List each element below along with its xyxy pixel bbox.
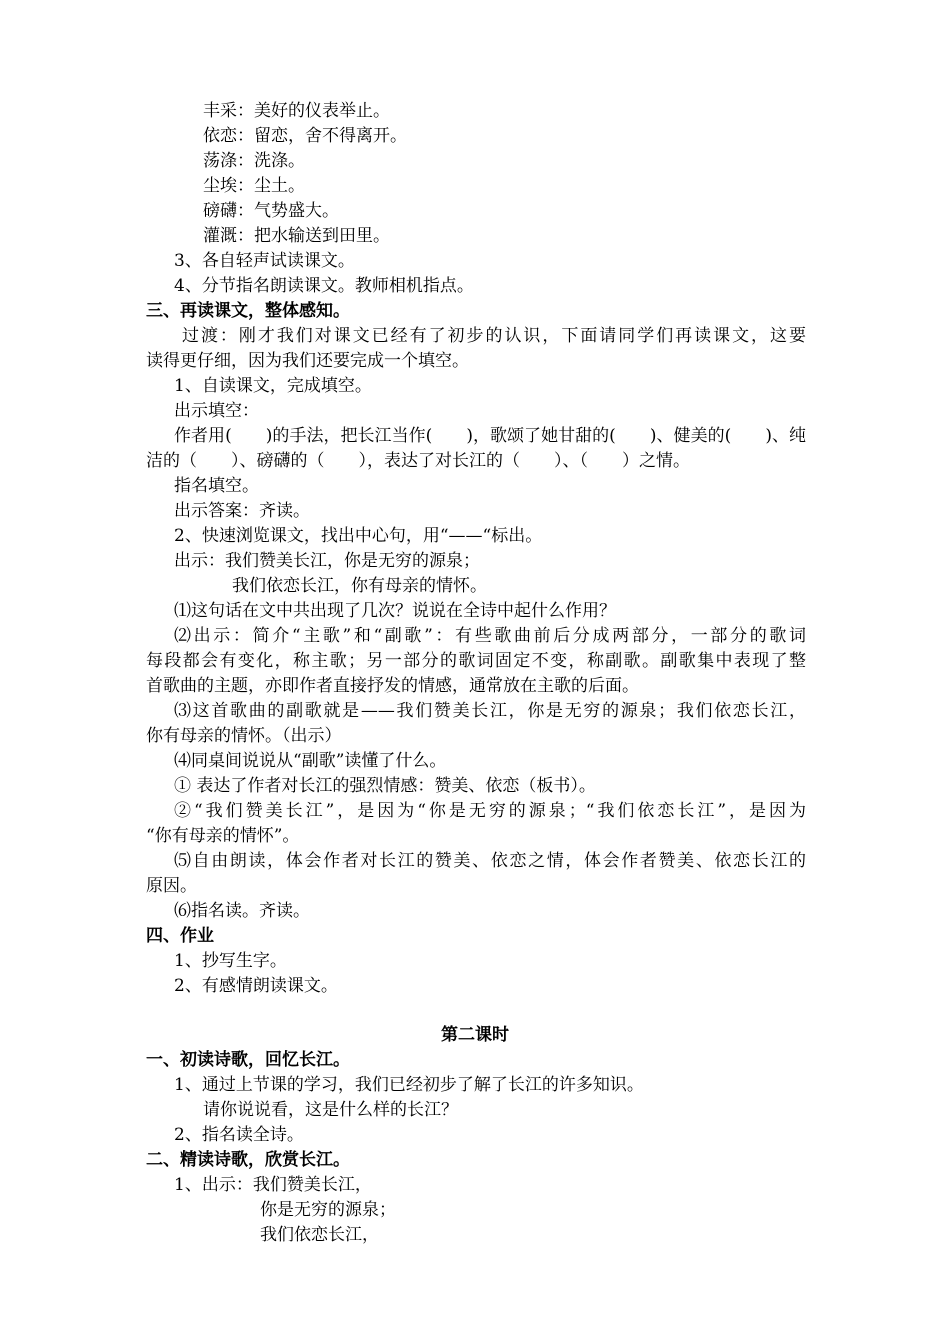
step-1: 1、自读课文，完成填空。 (174, 376, 372, 396)
vocab-fengcai: 丰采：美好的仪表举止。 (203, 101, 390, 121)
question-6: ⑹指名读。齐读。 (174, 901, 310, 921)
point-2: ②“我们赞美长江”，是因为“你是无穷的源泉；“我们依恋长江”，是因为 (174, 801, 806, 821)
step-4: 4、分节指名朗读课文。教师相机指点。 (174, 276, 474, 296)
question-2: ⑵出示：简介“主歌”和“副歌”：有些歌曲前后分成两部分，一部分的歌词 (174, 626, 806, 646)
step-1: 1、通过上节课的学习，我们已经初步了解了长江的许多知识。 (174, 1075, 644, 1095)
paragraph-line: 过渡：刚才我们对课文已经有了初步的认识，下面请同学们再读课文，这要 (182, 326, 806, 346)
vocab-guangai: 灌溉：把水输送到田里。 (203, 226, 390, 246)
quote-line: 出示：我们赞美长江，你是无穷的源泉； (174, 551, 480, 571)
step-1: 1、出示：我们赞美长江， (174, 1175, 372, 1195)
step-3: 3、各自轻声试读课文。 (174, 251, 355, 271)
homework-2: 2、有感情朗读课文。 (174, 976, 338, 996)
paragraph-line: 出示答案：齐读。 (174, 501, 310, 521)
section-heading-3: 三、再读课文，整体感知。 (146, 301, 350, 321)
paragraph-line: 原因。 (146, 876, 197, 896)
step-2: 2、快速浏览课文，找出中心句，用“——“标出。 (174, 526, 543, 546)
paragraph-line: 出示填空： (174, 401, 259, 421)
paragraph-line: 读得更仔细，因为我们还要完成一个填空。 (146, 351, 469, 371)
paragraph-line: 指名填空。 (174, 476, 259, 496)
quote-line: 你是无穷的源泉； (260, 1200, 396, 1220)
point-1: ① 表达了作者对长江的强烈情感：赞美、依恋（板书）。 (174, 776, 596, 796)
paragraph-line: 首歌曲的主题，亦即作者直接抒发的情感，通常放在主歌的后面。 (146, 676, 639, 696)
homework-1: 1、抄写生字。 (174, 951, 287, 971)
vocab-dangdi: 荡涤：洗涤。 (203, 151, 305, 171)
paragraph-line: 请你说说看，这是什么样的长江？ (203, 1100, 458, 1120)
quote-line: 我们依恋长江，你有母亲的情怀。 (232, 576, 487, 596)
vocab-yilian: 依恋：留恋，舍不得离开。 (203, 126, 407, 146)
fill-blank-line: 洁的（ ）、磅礴的（ ），表达了对长江的（ ）、（ ）之情。 (146, 451, 690, 471)
question-4: ⑷同桌间说说从“副歌”读懂了什么。 (174, 751, 447, 771)
fill-blank-line: 作者用( )的手法，把长江当作( )，歌颂了她甘甜的( )、健美的( )、纯 (174, 426, 806, 446)
question-3: ⑶这首歌曲的副歌就是——我们赞美长江，你是无穷的源泉；我们依恋长江， (174, 701, 806, 721)
paragraph-line: 你有母亲的情怀。（出示） (146, 726, 342, 746)
vocab-pangbo: 磅礴：气势盛大。 (203, 201, 339, 221)
question-5: ⑸自由朗读，体会作者对长江的赞美、依恋之情，体会作者赞美、依恋长江的 (174, 851, 806, 871)
section-heading-2: 二、精读诗歌，欣赏长江。 (146, 1150, 350, 1170)
section-heading-4: 四、作业 (146, 926, 214, 946)
section-heading-1: 一、初读诗歌，回忆长江。 (146, 1050, 350, 1070)
quote-line: 我们依恋长江， (260, 1225, 379, 1245)
vocab-chenai: 尘埃：尘土。 (203, 176, 305, 196)
paragraph-line: 每段都会有变化，称主歌；另一部分的歌词固定不变，称副歌。副歌集中表现了整 (146, 651, 806, 671)
step-2: 2、指名读全诗。 (174, 1125, 304, 1145)
lesson-title: 第二课时 (441, 1025, 509, 1045)
question-1: ⑴这句话在文中共出现了几次？说说在全诗中起什么作用？ (174, 601, 616, 621)
paragraph-line: “你有母亲的情怀”。 (146, 826, 300, 846)
